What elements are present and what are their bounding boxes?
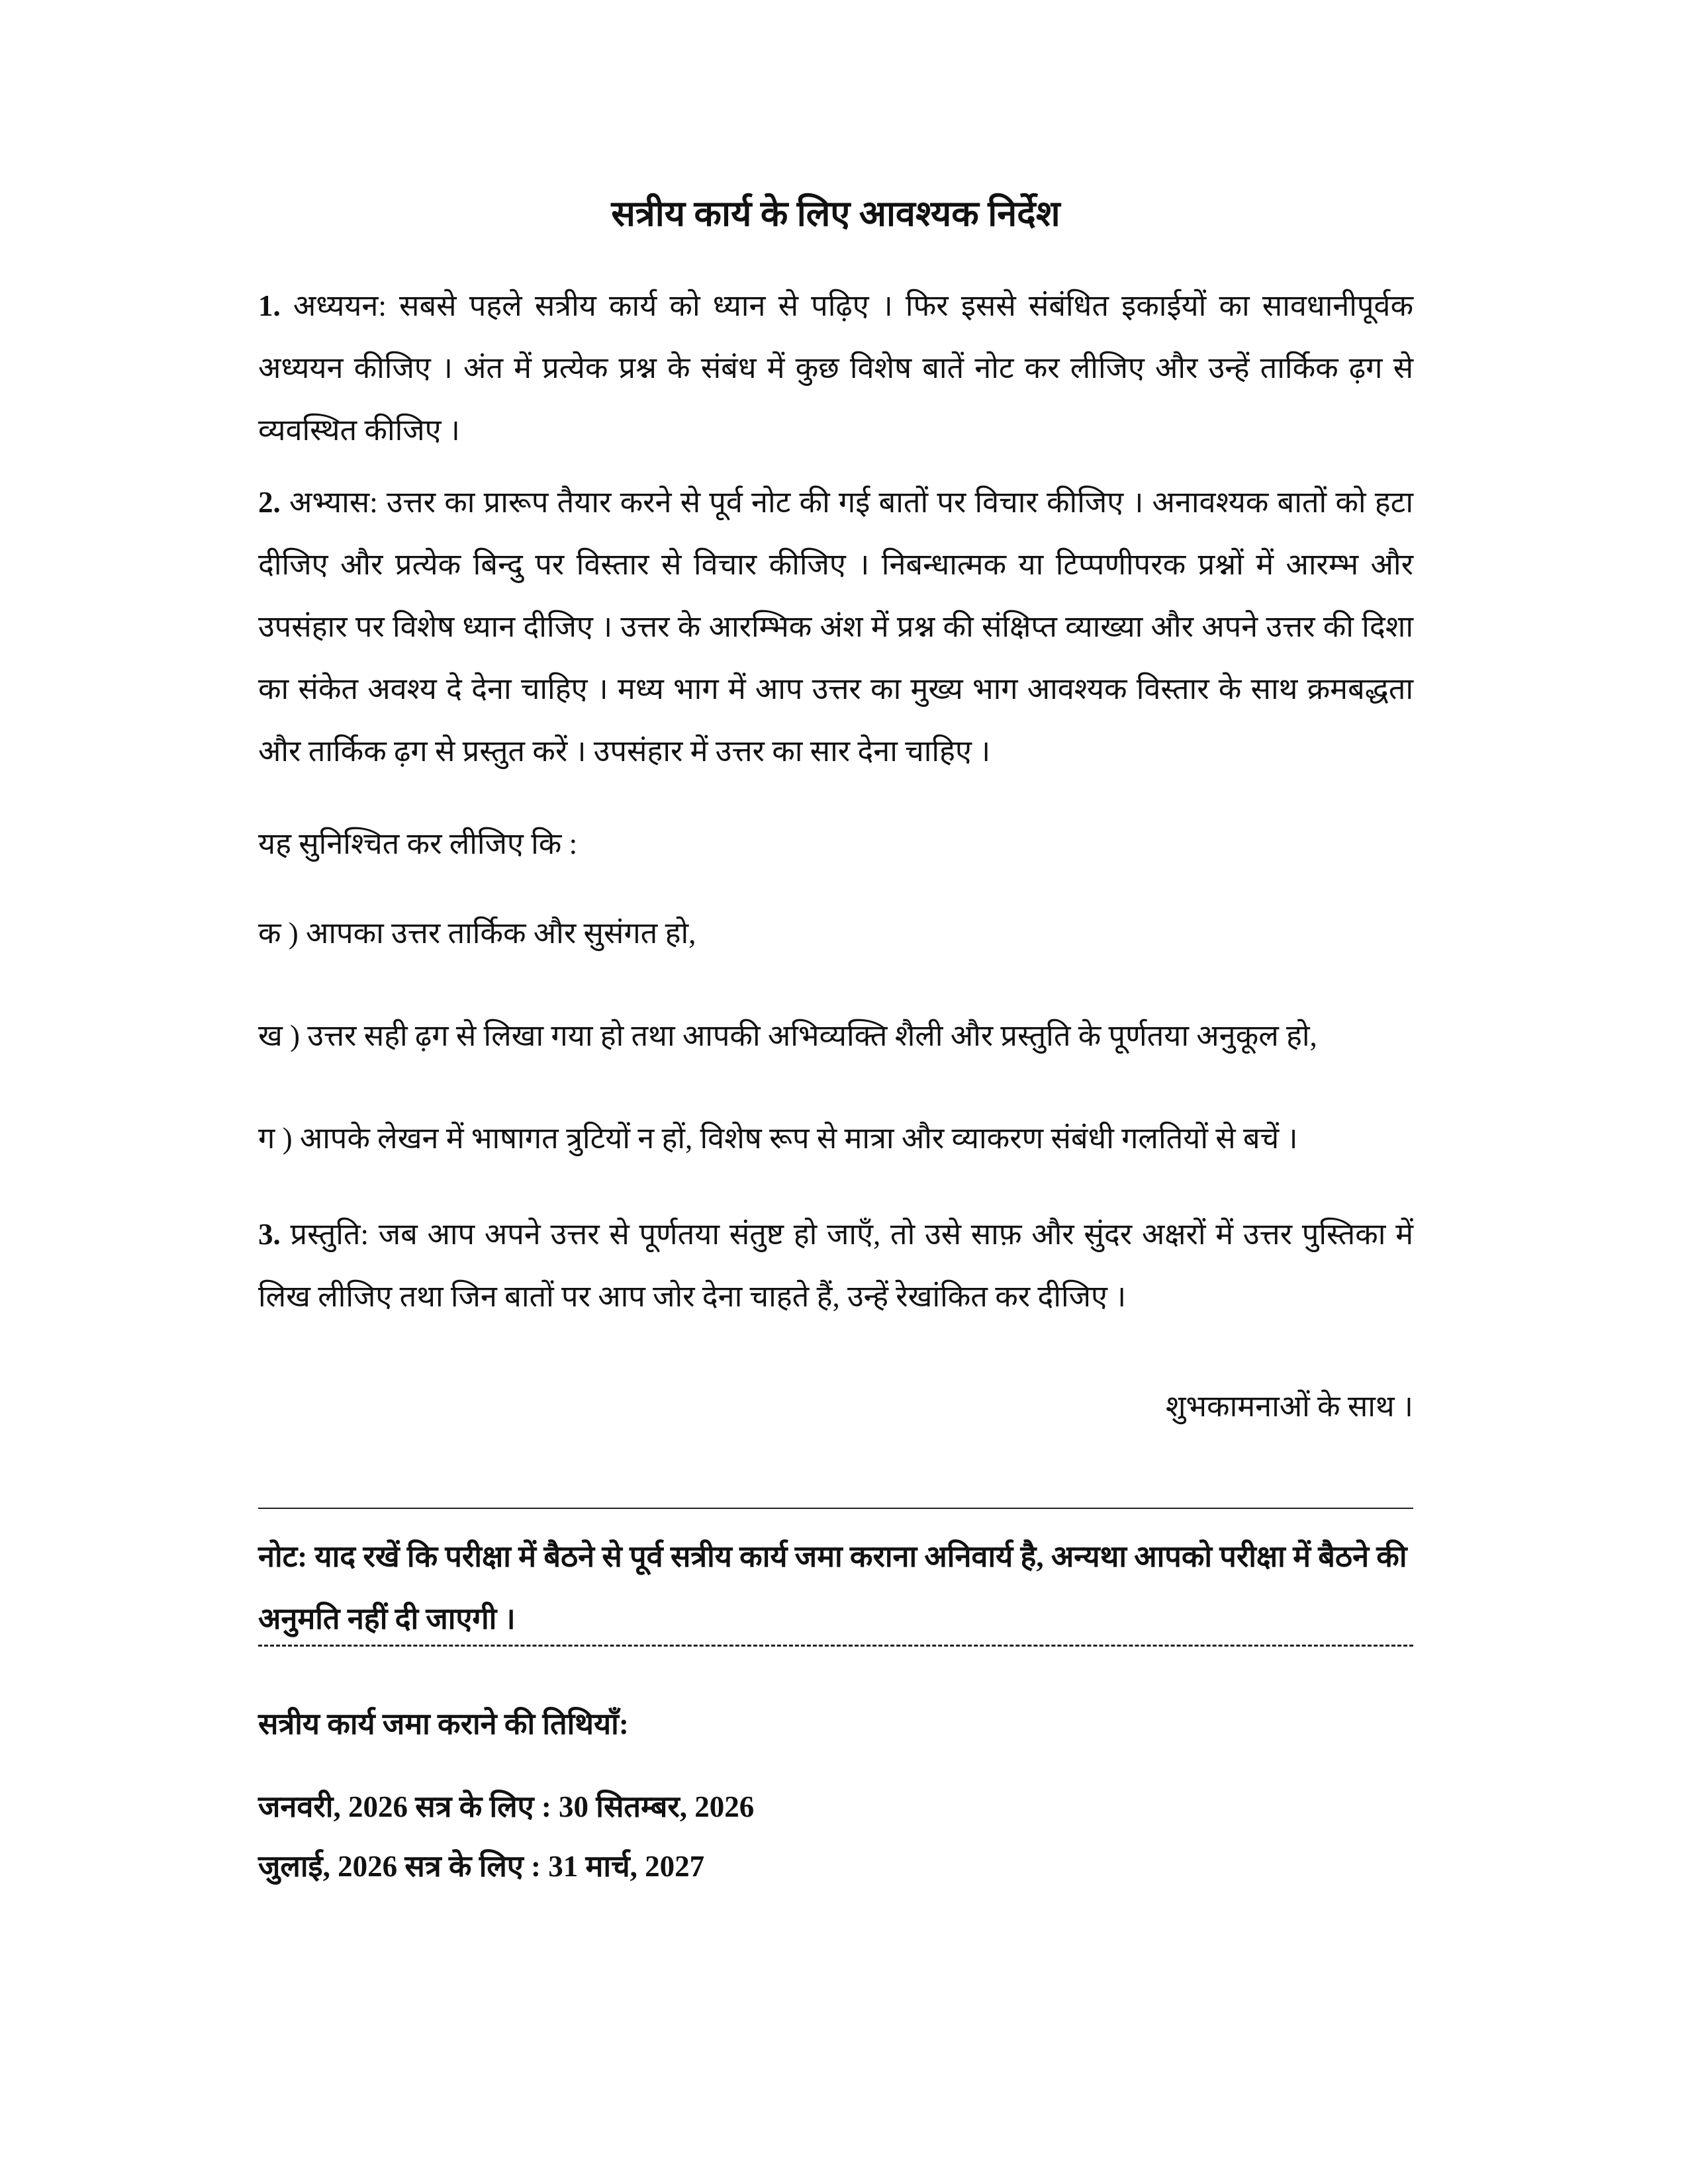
page-title: सत्रीय कार्य के लिए आवश्यक निर्देश xyxy=(611,194,1060,234)
section-1-paragraph xyxy=(258,275,1413,461)
section-1-number: 1. xyxy=(258,289,281,322)
section-3-paragraph xyxy=(258,1203,1413,1328)
point-ga: ग ) आपके लेखन में भाषागत त्रुटियों न हों, विशेष रूप से मात्रा और व्याकरण संबंधी गलतियों से बचें । xyxy=(258,1122,1298,1155)
submission-note: नोट: याद रखें कि परीक्षा में बैठने से पूर्व सत्रीय कार्य जमा कराना अनिवार्य है, अन्यथा आपको परीक्षा में बैठने की अनुमति नहीं दी जाएगी । xyxy=(258,1540,1407,1635)
dashed-separator xyxy=(258,1645,1413,1647)
dates-heading: सत्रीय कार्य जमा कराने की तिथियाँ: xyxy=(258,1707,629,1741)
date-july-session: जुलाई, 2026 सत्र के लिए : 31 मार्च, 2027 xyxy=(258,1850,705,1883)
section-2-number: 2. xyxy=(258,486,281,519)
document-page xyxy=(258,0,1413,2184)
section-1-text: अध्ययन: सबसे पहले सत्रीय कार्य को ध्यान से पढ़िए । फिर इससे संबंधित इकाईयों का सावधानीपूर्वक अध्ययन कीजिए । अंत में प्रत्येक प्रश्न के संबंध में कुछ विशेष बातें नोट कर लीजिए और उन्हें तार्किक ढ़ग से व्यवस्थित कीजिए । xyxy=(258,289,1413,447)
section-3-text: प्रस्तुति: जब आप अपने उत्तर से पूर्णतया संतुष्ट हो जाएँ, तो उसे साफ़ और सुंदर अक्षरों में उत्तर पुस्तिका में लिख लीजिए तथा जिन बातों पर आप जोर देना चाहते हैं, उन्हें रेखांकित कर दीजिए । xyxy=(258,1218,1413,1313)
separator-line xyxy=(258,1508,1413,1509)
section-3-number: 3. xyxy=(258,1218,281,1251)
closing-greeting: शुभकामनाओं के साथ । xyxy=(1165,1390,1413,1423)
section-2-text: अभ्यास: उत्तर का प्रारूप तैयार करने से पूर्व नोट की गई बातों पर विचार कीजिए । अनावश्यक बातों को हटा दीजिए और प्रत्येक बिन्दु पर विस्तार से विचार कीजिए । निबन्धात्मक या टिप्पणीपरक प्रश्नों में आरम्भ और उपसंहार पर विशेष ध्यान दीजिए । उत्तर के आरम्भिक अंश में प्रश्न की संक्षिप्त व्याख्या और अपने उत्तर की दिशा का संकेत अवश्य दे देना चाहिए । मध्य भाग में आप उत्तर का मुख्य भाग आवश्यक विस्तार के साथ क्रमबद्धता और तार्किक ढ़ग से प्रस्तुत करें । उपसंहार में उत्तर का सार देना चाहिए । xyxy=(258,486,1413,768)
ensure-intro: यह सुनिश्चित कर लीजिए कि : xyxy=(258,827,578,860)
point-kha: ख ) उत्तर सही ढ़ग से लिखा गया हो तथा आपकी अभिव्यक्ति शैली और प्रस्तुति के पूर्णतया अनुकूल हो, xyxy=(258,1019,1317,1052)
point-ka: क ) आपका उत्तर तार्किक और सुसंगत हो, xyxy=(258,917,696,950)
section-2-paragraph xyxy=(258,471,1413,782)
date-january-session: जनवरी, 2026 सत्र के लिए : 30 सितम्बर, 2026 xyxy=(258,1790,755,1823)
